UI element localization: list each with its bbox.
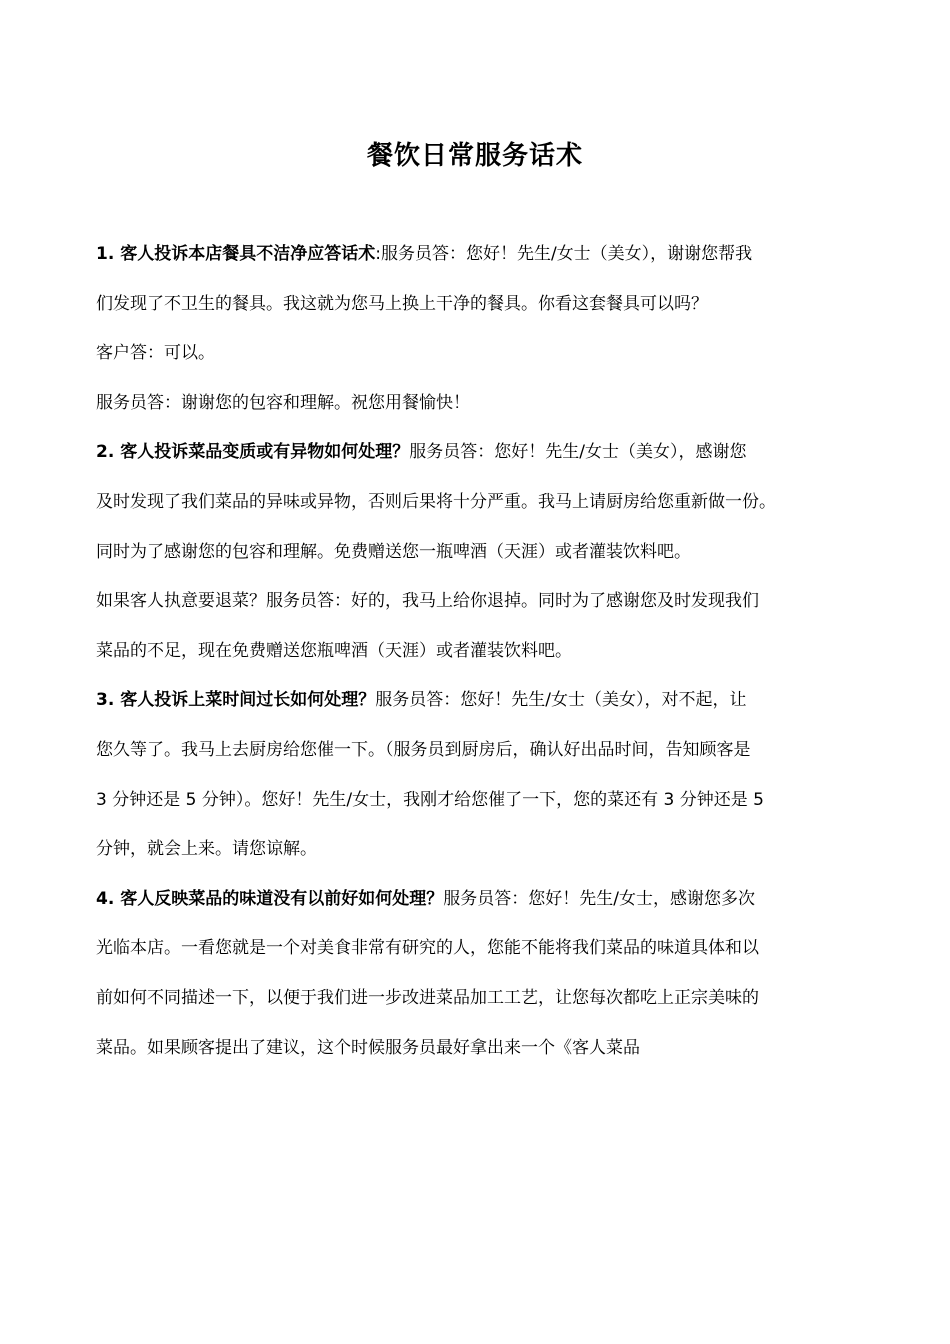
paragraph-line	[96, 428, 861, 478]
paragraph-line: 您久等了。我马上去厨房给您催一下。（服务员到厨房后，确认好出品时间，告知顾客是	[96, 739, 751, 760]
paragraph-line: 及时发现了我们菜品的异味或异物，否则后果将十分严重。我马上请厨房给您重新做一份。	[96, 491, 776, 512]
paragraph-line: 分钟，就会上来。请您谅解。	[96, 839, 317, 860]
paragraph-line	[96, 676, 861, 726]
paragraph-line: 菜品。如果顾客提出了建议，这个时候服务员最好拿出来一个《客人菜品	[96, 1037, 640, 1058]
paragraph-text: 服务员答：您好！先生/女士（美女），对不起，让	[375, 690, 747, 711]
section-heading: 3. 客人投诉上菜时间过长如何处理？	[96, 690, 376, 711]
paragraph-line: 客户答：可以。	[96, 343, 215, 364]
paragraph-line: 光临本店。一看您就是一个对美食非常有研究的人，您能不能将我们菜品的味道具体和以	[96, 938, 759, 959]
paragraph-line: 同时为了感谢您的包容和理解。免费赠送您一瓶啤酒（天涯）或者灌装饮料吧。	[96, 541, 691, 562]
paragraph-line: 菜品的不足，现在免费赠送您瓶啤酒（天涯）或者灌装饮料吧。	[96, 640, 572, 661]
section-heading: 1. 客人投诉本店餐具不洁净应答话术	[96, 244, 376, 264]
section-heading: 2. 客人投诉菜品变质或有异物如何处理？	[96, 442, 410, 463]
paragraph-line	[96, 230, 861, 280]
paragraph-text: :服务员答：您好！先生/女士（美女），谢谢您帮我	[375, 244, 753, 264]
paragraph-line: 服务员答：谢谢您的包容和理解。祝您用餐愉快！	[96, 392, 470, 413]
paragraph-line: 前如何不同描述一下，以便于我们进一步改进菜品加工工艺，让您每次都吃上正宗美味的	[96, 987, 759, 1008]
section-heading: 4. 客人反映菜品的味道没有以前好如何处理？	[96, 888, 444, 909]
paragraph-line	[96, 875, 861, 925]
paragraph-text: 服务员答：您好！先生/女士，感谢您多次	[443, 888, 755, 909]
paragraph-line: 们发现了不卫生的餐具。我这就为您马上换上干净的餐具。你看这套餐具可以吗？	[96, 293, 708, 314]
paragraph-line: 3 分钟还是 5 分钟）。您好！先生/女士，我刚才给您催了一下，您的菜还有 3 分钟还是 5	[96, 789, 764, 810]
paragraph-text: 服务员答：您好！先生/女士（美女），感谢您	[409, 442, 747, 463]
paragraph-line: 如果客人执意要退菜？服务员答：好的，我马上给你退掉。同时为了感谢您及时发现我们	[96, 591, 759, 612]
page-title: 餐饮日常服务话术	[366, 141, 583, 171]
document-body	[96, 230, 861, 1073]
